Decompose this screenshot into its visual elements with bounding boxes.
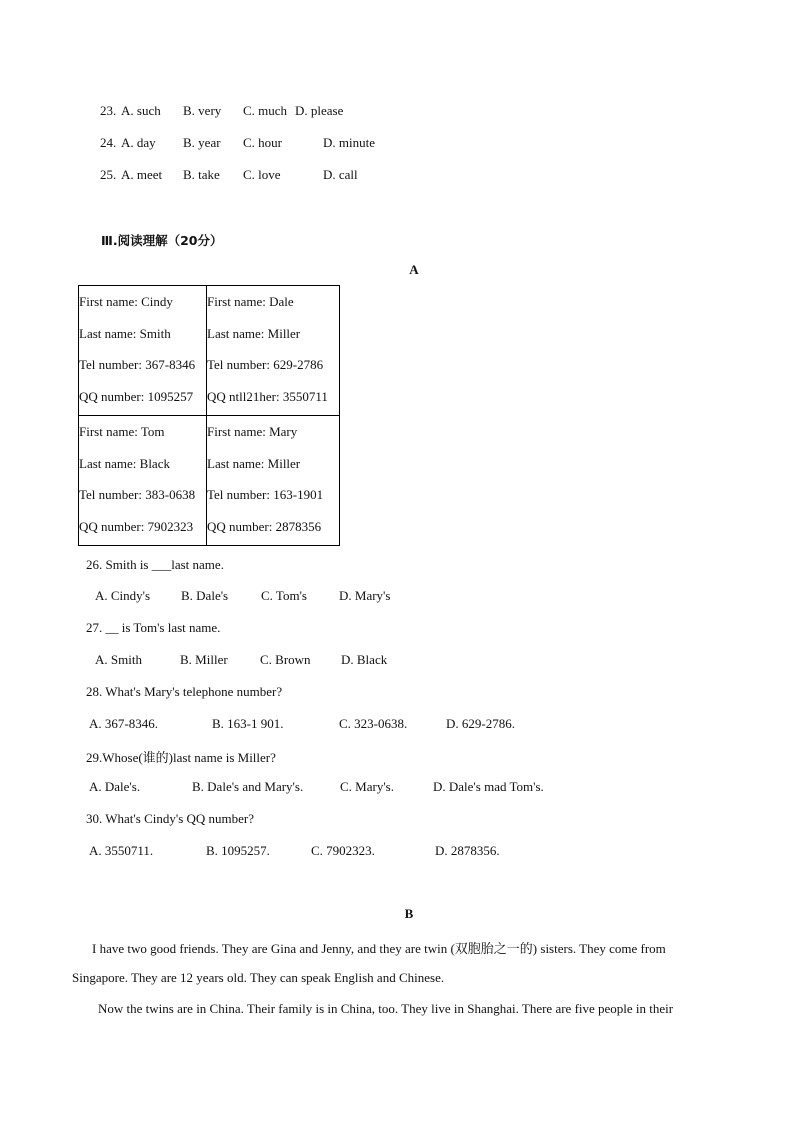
qq-number: QQ number: 2878356 — [207, 518, 322, 534]
part-b-label: B — [404, 906, 414, 921]
contact-card-mary — [207, 416, 340, 546]
option-c: C. Brown — [260, 652, 311, 667]
option-b: B. Dale's — [181, 588, 229, 603]
question-number: 24. — [100, 135, 117, 150]
first-name: First name: Dale — [207, 294, 294, 309]
option-b: B. Dale's and Mary's. — [192, 779, 304, 794]
table-row — [79, 286, 340, 416]
contact-card-cindy — [79, 286, 207, 416]
table-row — [79, 416, 340, 546]
qq-number: QQ number: 7902323 — [79, 518, 194, 534]
tel-number: Tel number: 367-8346 — [79, 357, 196, 372]
option-a: A. Cindy's — [95, 588, 151, 603]
question-stem: 26. Smith is ___last name. — [86, 557, 224, 572]
first-name: First name: Tom — [79, 424, 165, 439]
option-b: B. year — [183, 135, 221, 150]
contact-cards-table — [78, 285, 340, 546]
option-d: D. please — [295, 103, 344, 118]
contact-card-dale — [207, 286, 340, 416]
section-heading: Ⅲ.阅读理解（20分） — [101, 233, 223, 248]
option-a: A. Dale's. — [89, 779, 141, 794]
option-c: C. 323-0638. — [339, 716, 408, 731]
option-a: A. 367-8346. — [89, 716, 158, 731]
option-c: C. Mary's. — [340, 779, 394, 794]
option-a: A. day — [121, 135, 156, 150]
question-number: 23. — [100, 103, 117, 118]
last-name: Last name: Miller — [207, 455, 301, 471]
tel-number: Tel number: 383-0638 — [79, 487, 196, 502]
qq-number: QQ ntll21her: 3550711 — [207, 388, 328, 404]
qq-number: QQ number: 1095257 — [79, 388, 194, 404]
option-b: B. 163-1 901. — [212, 716, 284, 731]
option-b: B. 1095257. — [206, 843, 270, 858]
passage-line: Singapore. They are 12 years old. They can speak English and Chinese. — [72, 970, 445, 985]
last-name: Last name: Miller — [207, 325, 301, 341]
option-b: B. Miller — [180, 652, 228, 667]
option-d: D. 629-2786. — [446, 716, 515, 731]
option-c: C. 7902323. — [311, 843, 375, 858]
question-stem: 30. What's Cindy's QQ number? — [86, 811, 255, 826]
question-stem: 28. What's Mary's telephone number? — [86, 684, 283, 699]
question-stem: 27. __ is Tom's last name. — [86, 620, 221, 635]
tel-number: Tel number: 163-1901 — [207, 487, 324, 502]
option-d: D. call — [323, 167, 358, 182]
option-c: C. hour — [243, 135, 282, 150]
option-d: D. minute — [323, 135, 375, 150]
option-c: C. love — [243, 167, 281, 182]
option-a: A. 3550711. — [89, 843, 154, 858]
option-d: D. Black — [341, 652, 388, 667]
option-d: D. 2878356. — [435, 843, 500, 858]
option-d: D. Mary's — [339, 588, 391, 603]
first-name: First name: Cindy — [79, 294, 173, 309]
option-a: A. such — [121, 103, 161, 118]
option-d: D. Dale's mad Tom's. — [433, 779, 544, 794]
last-name: Last name: Black — [79, 455, 170, 471]
part-a-label: A — [409, 262, 419, 277]
question-stem: 29.Whose(谁的)last name is Miller? — [86, 750, 276, 765]
option-c: C. much — [243, 103, 288, 118]
tel-number: Tel number: 629-2786 — [207, 357, 324, 372]
passage-line: I have two good friends. They are Gina and Jenny, and they are twin (双胞胎之一的) sisters. They come from — [92, 941, 666, 956]
question-number: 25. — [100, 167, 117, 182]
option-c: C. Tom's — [261, 588, 307, 603]
option-b: B. very — [183, 103, 222, 118]
first-name: First name: Mary — [207, 424, 298, 439]
option-a: A. Smith — [95, 652, 142, 667]
last-name: Last name: Smith — [79, 325, 171, 341]
option-a: A. meet — [121, 167, 163, 182]
option-b: B. take — [183, 167, 220, 182]
contact-card-tom — [79, 416, 207, 546]
passage-line: Now the twins are in China. Their family is in China, too. They live in Shanghai. There are five people in their — [98, 1001, 674, 1016]
